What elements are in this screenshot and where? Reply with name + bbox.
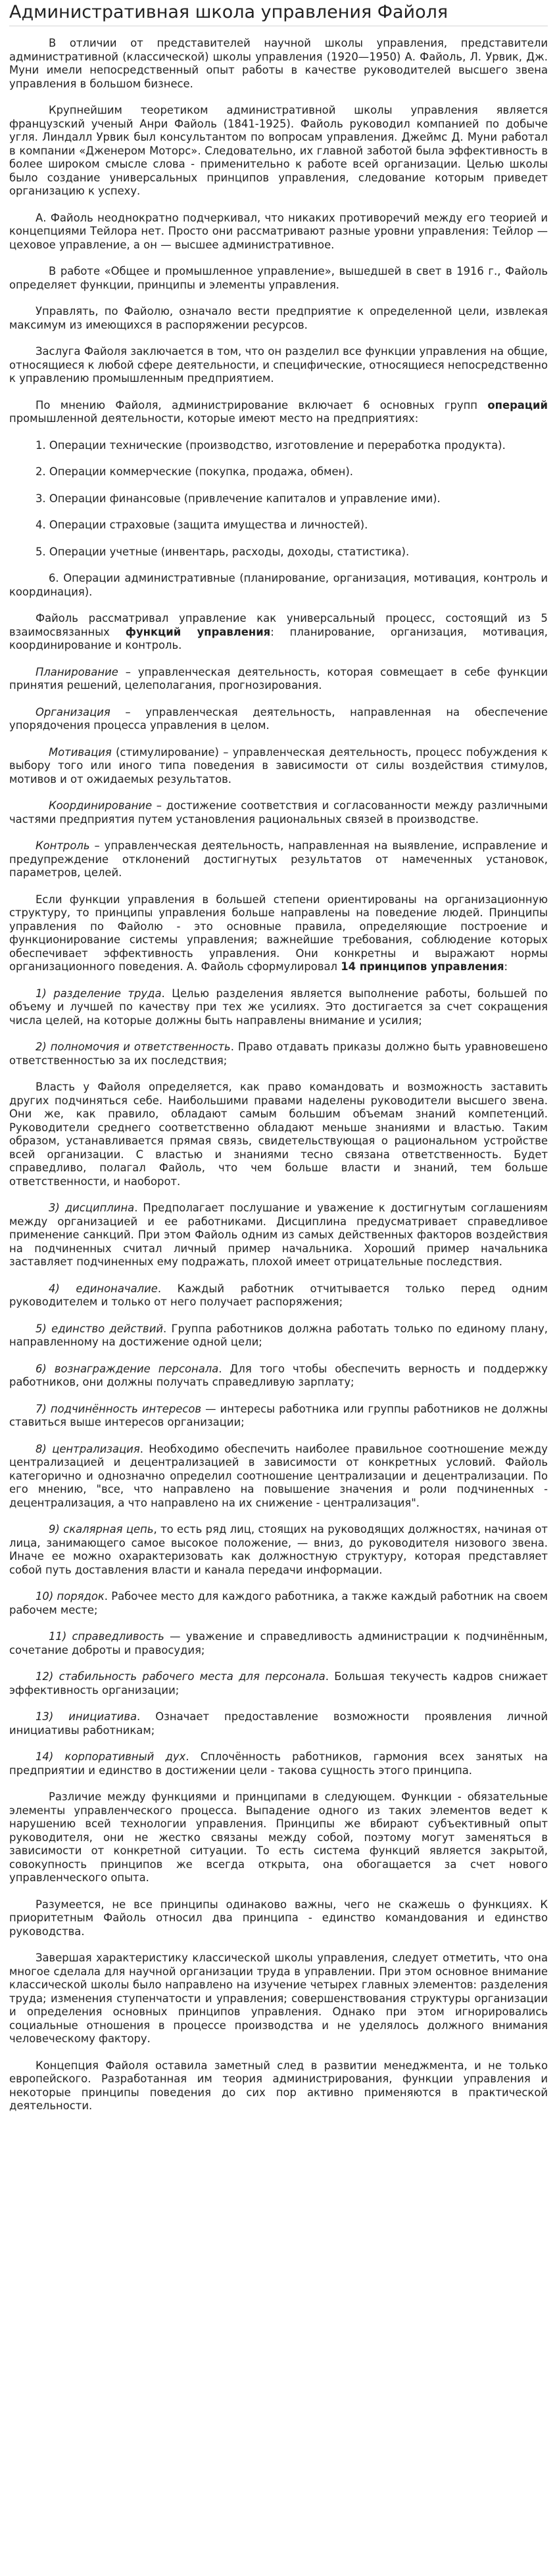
intro-paragraph-3: А. Файоль неоднократно подчеркивал, что никаких противоречий между его теорией и концепциями Тейлора нет. Просто они рассматривают разные уровни управления: Тейлор — цеховое управление, а он — высшее административное. (9, 211, 548, 251)
function-organization (9, 706, 548, 733)
principle-number: 1) (36, 987, 47, 1000)
principle-number: 4) (49, 1282, 60, 1295)
function-text: – управленческая деятельность, направленная на выявление, исправление и предупреждение отклонений достигнутых результатов от намеченных установок, параметров, целей. (9, 839, 548, 879)
outro-paragraph-1: Различие между функциями и принципами в следующем. Функции - обязательные элементы управленческого процесса. Выпадение одного из таких элементов ведет к нарушению всей технологии управления. Принципы же вбирают субъективный опыт руководителя, они не жестко связаны между собой, поэтому могут заменяться в зависимости от конкретной ситуации. То есть система функций является закрытой, совокупность принципов же всегда открыта, она обогащается за счет нового управленческого опыта. (9, 1791, 548, 1884)
functions-intro (9, 612, 548, 653)
principle-name: дисциплина (64, 1202, 135, 1214)
principle-5 (9, 1323, 548, 1349)
principle-2-power (9, 1081, 548, 1188)
principle-9 (9, 1523, 548, 1577)
operation-item-4: 4. Операции страховые (защита имущества и личностей). (36, 519, 368, 531)
principle-text: Власть у Файоля определяется, как право командовать и возможность заставить других подчиняться себе. Наибольшими правами наделены руководители высшего звена. Они же, как правило, обладают самым большим объемам знаний компетенций. Руководители среднего соответственно обладают меньше знаниями и властью. Таким образом, устанавливается прямая связь, свидетельствующая о рациональном устройстве всей организации. С властью и знаниями тесно связана ответственность. Будет справедливо, полагал Файоль, что чем больше власти и знаний, тем больше ответственности, и наоборот. (9, 1081, 548, 1188)
operation-item-1: 1. Операции технические (производство, изготовление и переработка продукта). (36, 438, 506, 452)
principle-3 (9, 1202, 548, 1269)
principle-6 (9, 1363, 548, 1390)
principle-text: . Право отдавать приказы должно быть уравновешено ответственностью за их последствия; (9, 1041, 548, 1067)
outro-paragraph-2: Разумеется, не все принципы одинаково важны, чего не скажешь о функциях. К приоритетным Файоль относил два принципа - единство командования и единство руководства. (9, 1898, 548, 1938)
function-name: Координирование (49, 799, 153, 812)
functions-intro-bold: функций управления (125, 625, 271, 638)
intro-paragraph-4: В работе «Общее и промышленное управление», вышедшей в свет в 1916 г., Файоль определяет функции, принципы и элементы управления. (9, 265, 548, 291)
principle-text: — интересы работника или группы работников не должны ставиться выше интересов организации; (9, 1402, 548, 1428)
principle-7 (9, 1403, 548, 1430)
operations-intro-pre: По мнению Файоля, администрирование включает 6 основных групп (36, 398, 488, 411)
function-name: Мотивация (49, 745, 112, 759)
function-control (9, 839, 548, 880)
operations-intro-bold: операций (487, 398, 548, 411)
principle-text: . Каждый работник отчитывается только перед одним руководителем и только от него получает распоряжения; (9, 1282, 548, 1308)
principle-name: разделение труда (53, 987, 162, 1000)
principle-text: . Группа работников должна работать только по единому плану, направленному на достижение одной цели; (9, 1322, 548, 1348)
principle-12 (9, 1670, 548, 1697)
principle-10 (9, 1590, 548, 1617)
principle-text: . Для того чтобы обеспечить верность и поддержку работников, они должны получать справедливую зарплату; (9, 1362, 548, 1388)
principles-intro-post: : (504, 960, 508, 973)
principle-number: 10) (36, 1590, 54, 1603)
function-text: – управленческая деятельность, которая совмещает в себе функции принятия решений, целеполагания, прогнозирования. (9, 665, 548, 691)
principles-intro (9, 893, 548, 974)
operation-item-5: 5. Операции учетные (инвентарь, расходы, доходы, статистика). (36, 545, 410, 558)
principle-text: . Предполагает послушание и уважение к достигнутым соглашениям между организацией и ее работниками. Дисциплина предусматривает справедливое применение санкций. При этом Файоль одним из самых действенных факторов воздействия на подчиненных считал личный пример начальника. Хороший пример начальника заставляет подчиненных ему подражать, плохой имеет отрицательные последствия. (9, 1202, 548, 1268)
principle-number: 12) (36, 1670, 54, 1683)
principle-name: скалярная цепь (63, 1523, 154, 1535)
function-name: Контроль (36, 839, 90, 852)
principle-number: 14) (36, 1750, 54, 1763)
principle-text: . Означает предоставление возможности проявления личной инициативы работникам; (9, 1710, 548, 1737)
principle-text: . Необходимо обеспечить наиболее правильное соотношение между централизацией и децентрализацией в зависимости от конкретных условий. Файоль категорично и однозначно определил соотношение централизации и децентрализации. По его мнению, "все, что направлено на повышение значения и роли подчиненных - децентрализация, а что направлено на их снижение - централизация". (9, 1442, 548, 1509)
principle-1 (9, 987, 548, 1028)
principle-name: порядок (57, 1590, 105, 1603)
intro-paragraph-5: Управлять, по Файолю, означало вести предприятие к определенной цели, извлекая максимум из имеющихся в распоряжении ресурсов. (9, 305, 548, 331)
operations-intro-post: промышленной деятельности, которые имеют место на предприятиях: (9, 412, 419, 425)
function-planning (9, 666, 548, 693)
principle-name: централизация (52, 1442, 140, 1455)
principle-text: . Целью разделения является выполнение работы, большей по объему и лучшей по качеству при тех же усилиях. Это достигается за счет сокращения числа целей, на которые должны быть направлены внимание и усилия; (9, 987, 548, 1027)
page-title: Административная школа управления Файоля (9, 1, 548, 26)
principle-number: 6) (36, 1362, 47, 1375)
principle-8 (9, 1443, 548, 1510)
principle-13 (9, 1710, 548, 1737)
function-name: Организация (36, 705, 110, 718)
principle-number: 9) (49, 1523, 60, 1535)
principle-name: единоначалие (76, 1282, 158, 1295)
principle-text: — уважение и справедливость администрации к подчинённым, сочетание доброты и правосудия; (9, 1630, 548, 1656)
functions-intro-post: : планирование, организация, мотивация, координирование и контроль. (9, 625, 548, 651)
operation-item-6: 6. Операции административные (планирование, организация, мотивация, контроль и координация). (9, 572, 548, 598)
function-text: – управленческая деятельность, направленная на обеспечение упорядочения процесса управления в целом. (9, 705, 548, 732)
function-text: – достижение соответствия и согласованности между различными частями предприятия путем установления рациональных связей в производстве. (9, 799, 548, 826)
operations-intro (9, 399, 548, 426)
principles-intro-bold: 14 принципов управления (341, 960, 504, 973)
principle-text: , то есть ряд лиц, стоящих на руководящих должностях, начиная от лица, занимающего самое высокое положение, — вниз, до руководителя низового звена. Иначе ее можно охарактеризовать как должностную структуру, которая представляет собой путь доставления власти и канала передачи информации. (9, 1523, 548, 1576)
outro-paragraph-3: Завершая характеристику классической школы управления, следует отметить, что она многое сделала для научной организации труда в управлении. При этом основное внимание классической школы было направлено на изучение четырех главных элементов: разделения труда; изменения ступенчатости и управления; совершенствования структуры организации и определения основных принципов управления. Однако при этом игнорировались социальные отношения в процессе производства и не уделялось должного внимания человеческому фактору. (9, 1952, 548, 2045)
function-text: (стимулирование) – управленческая деятельность, процесс побуждения к выбору того или иного типа поведения в зависимости от силы воздействия стимулов, мотивов и от ожидаемых результатов. (9, 745, 548, 785)
operation-item-2: 2. Операции коммерческие (покупка, продажа, обмен). (36, 465, 353, 478)
principle-number: 5) (36, 1322, 47, 1335)
principle-name: полномочия и ответственность (50, 1041, 231, 1053)
principles-intro-pre: Если функции управления в большей степени ориентированы на организационную структуру, то принципы управления больше направлены на поведение людей. Принципы управления по Файолю - это основные правила, определяющие построение и функционирование системы управления; важнейшие требования, соблюдение которых обеспечивает эффективность управления. Они конкретны и выражают нормы организационного поведения. А. Файоль сформулировал (9, 893, 548, 973)
principle-name: вознаграждение персонала (54, 1362, 219, 1375)
principle-11 (9, 1630, 548, 1657)
principle-4 (9, 1282, 548, 1309)
operation-item-3: 3. Операции финансовые (привлечение капиталов и управление ими). (36, 492, 441, 505)
principle-number: 13) (36, 1710, 54, 1723)
principle-text: . Большая текучесть кадров снижает эффективность организации; (9, 1670, 548, 1697)
principle-14 (9, 1750, 548, 1777)
principle-number: 7) (36, 1402, 47, 1415)
principle-text: . Рабочее место для каждого работника, а также каждый работник на своем рабочем месте; (9, 1590, 548, 1616)
function-name: Планирование (36, 665, 118, 678)
intro-paragraph-1: В отличии от представителей научной школы управления, представители административной (классической) школы управления (1920—1950) А. Файоль, Л. Урвик, Дж. Муни имели непосредственный опыт работы в качестве руководителей высшего звена управления в большом бизнесе. (9, 37, 548, 90)
principle-name: стабильность рабочего места для персонала (59, 1670, 326, 1683)
principle-name: корпоративный дух (64, 1750, 186, 1763)
principle-number: 3) (49, 1202, 60, 1214)
intro-paragraph-2: Крупнейшим теоретиком административной школы управления является французский ученый Анри Файоль (1841-1925). Файоль руководил компанией по добыче угля. Линдалл Урвик был консультантом по вопросам управления. Джеймс Д. Муни работал в компании «Дженером Моторс». Следовательно, их главной заботой была эффективность в более широком смысле слова - применительно к работе всей организации. Целью школы было создание универсальных принципов управления, следование которым приведет организацию к успеху. (9, 104, 548, 197)
principle-number: 8) (36, 1442, 47, 1455)
principle-2 (9, 1041, 548, 1067)
outro-paragraph-4: Концепция Файоля оставила заметный след в развитии менеджмента, и не только европейского. Разработанная им теория администрирования, функции управления и некоторые принципы поведения до сих пор активно применяются в практической деятельности. (9, 2059, 548, 2112)
principle-name: единство действий (51, 1322, 164, 1335)
function-motivation (9, 746, 548, 787)
principle-name: подчинённость интересов (50, 1402, 202, 1415)
principle-name: справедливость (72, 1630, 164, 1643)
intro-paragraph-6: Заслуга Файоля заключается в том, что он разделил все функции управления на общие, относящиеся к любой сфере деятельности, и специфические, относящиеся непосредственно к управлению промышленным предприятием. (9, 345, 548, 385)
function-coordination (9, 799, 548, 826)
principle-name: инициатива (68, 1710, 137, 1723)
principle-number: 2) (36, 1041, 47, 1053)
functions-intro-pre: Файоль рассматривал управление как универсальный процесс, состоящий из 5 взаимосвязанных (9, 612, 548, 638)
principle-text: . Сплочённость работников, гармония всех занятых на предприятии и единство в достижении цели - такова сущность этого принципа. (9, 1750, 548, 1777)
principle-number: 11) (49, 1630, 67, 1643)
